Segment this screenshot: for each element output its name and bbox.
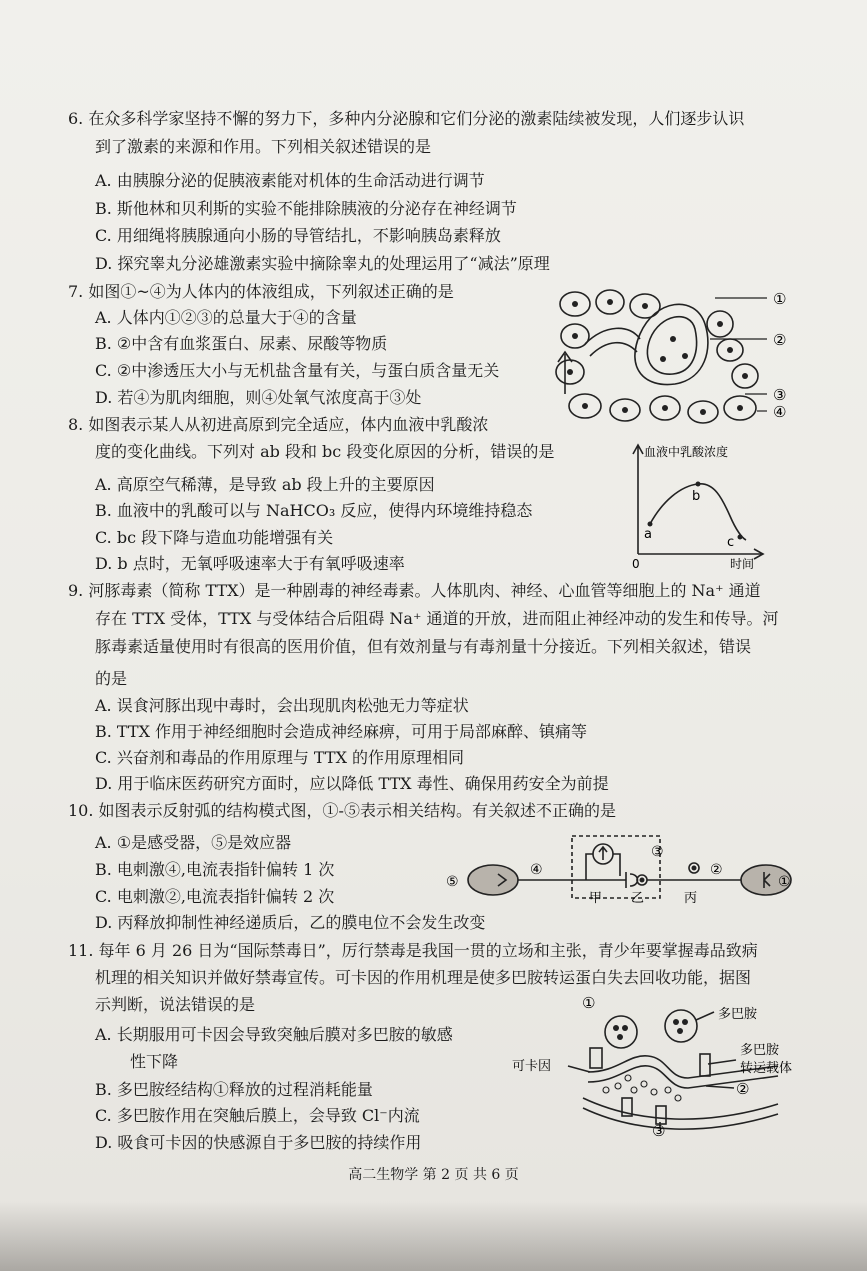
synapse-label-transporter-line1: 多巴胺 — [740, 1043, 780, 1058]
q6-stem-line1: 6. 在众多科学家坚持不懈的努力下，多种内分泌腺和它们分泌的激素陆续被发现，人们逐步认识 — [68, 109, 745, 128]
body-fluid-diagram — [545, 284, 815, 430]
synapse-label-2: ② — [736, 1080, 750, 1098]
graph-point-a: a — [644, 527, 652, 542]
q11-option-c: C. 多巴胺作用在突触后膜上，会导致 Cl⁻内流 — [95, 1106, 420, 1125]
q8-option-c: C. bc 段下降与造血功能增强有关 — [95, 528, 334, 547]
q7-option-d: D. 若④为肌肉细胞，则④处氧气浓度高于③处 — [95, 388, 422, 407]
synapse-label-dopamine: 多巴胺 — [718, 1007, 758, 1022]
page-footer: 高二生物学 第 2 页 共 6 页 — [348, 1167, 519, 1183]
fluid-label-4: ④ — [773, 403, 787, 421]
arc-label-4: ④ — [530, 862, 543, 878]
q9-stem-line3: 豚毒素适量使用时有很高的医用价值，但有效剂量与有毒剂量十分接近。下列相关叙述，错误 — [95, 637, 752, 656]
q8-option-d: D. b 点时，无氧呼吸速率大于有氧呼吸速率 — [95, 554, 405, 573]
arc-label-1: ① — [778, 874, 791, 890]
synapse-label-cocaine: 可卡因 — [512, 1059, 552, 1074]
q7-option-b: B. ②中含有血浆蛋白、尿素、尿酸等物质 — [95, 334, 388, 353]
graph-ylabel: 血液中乳酸浓度 — [644, 445, 729, 459]
q10-option-d: D. 丙释放抑制性神经递质后，乙的膜电位不会发生改变 — [95, 913, 486, 932]
q11-stem-line2: 机理的相关知识并做好禁毒宣传。可卡因的作用机理是使多巴胺转运蛋白失去回收功能，据图 — [95, 968, 752, 987]
arc-label-5: ⑤ — [446, 874, 459, 890]
fluid-label-3: ③ — [773, 386, 787, 404]
q6-stem-line2: 到了激素的来源和作用。下列相关叙述错误的是 — [95, 137, 432, 156]
fluid-label-2: ② — [773, 331, 787, 349]
graph-point-b: b — [692, 489, 701, 504]
q11-option-a-line2: 性下降 — [130, 1052, 179, 1071]
synapse-diagram — [508, 994, 808, 1138]
graph-point-c: c — [727, 535, 735, 550]
q6-option-c: C. 用细绳将胰腺通向小肠的导管结扎，不影响胰岛素释放 — [95, 226, 501, 245]
q7-option-c: C. ②中渗透压大小与无机盐含量有关，与蛋白质含量无关 — [95, 361, 500, 380]
fluid-label-1: ① — [773, 290, 787, 308]
arc-label-2: ② — [710, 862, 723, 878]
q11-option-b: B. 多巴胺经结构①释放的过程消耗能量 — [95, 1080, 373, 1099]
q10-option-a: A. ①是感受器，⑤是效应器 — [95, 833, 292, 852]
q7-option-a: A. 人体内①②③的总量大于④的含量 — [95, 308, 357, 327]
graph-xlabel: 时间 — [730, 557, 755, 571]
arc-label-3: ③ — [651, 844, 664, 860]
synapse-label-transporter-line2: 转运载体 — [740, 1061, 793, 1076]
q10-option-b: B. 电刺激④,电流表指针偏转 1 次 — [95, 860, 335, 879]
q8-stem-line2: 度的变化曲线。下列对 ab 段和 bc 段变化原因的分析，错误的是 — [95, 442, 555, 461]
arc-label-bing: 丙 — [684, 891, 698, 906]
q8-stem-line1: 8. 如图表示某人从初进高原到完全适应，体内血液中乳酸浓 — [68, 415, 489, 434]
q9-option-a: A. 误食河豚出现中毒时，会出现肌肉松弛无力等症状 — [95, 696, 469, 715]
q9-option-c: C. 兴奋剂和毒品的作用原理与 TTX 的作用原理相同 — [95, 748, 465, 767]
q9-stem-line4: 的是 — [95, 669, 128, 688]
q10-stem: 10. 如图表示反射弧的结构模式图，①-⑤表示相关结构。有关叙述不正确的是 — [68, 801, 616, 820]
reflex-arc-diagram — [448, 830, 798, 910]
q9-stem-line1: 9. 河豚毒素（简称 TTX）是一种剧毒的神经毒素。人体肌肉、神经、心血管等细胞上的 Na⁺ 通道 — [68, 581, 761, 600]
synapse-label-3: ③ — [652, 1122, 666, 1140]
q6-option-b: B. 斯他林和贝利斯的实验不能排除胰液的分泌存在神经调节 — [95, 199, 517, 218]
q11-stem-line1: 11. 每年 6 月 26 日为“国际禁毒日”，厉行禁毒是我国一贯的立场和主张，青少年要掌握毒品致病 — [68, 941, 758, 960]
lactic-acid-graph — [622, 442, 772, 574]
q7-stem: 7. 如图①~④为人体内的体液组成，下列叙述正确的是 — [68, 282, 454, 301]
graph-origin: 0 — [632, 557, 640, 571]
q10-option-c: C. 电刺激②,电流表指针偏转 2 次 — [95, 887, 335, 906]
q9-option-b: B. TTX 作用于神经细胞时会造成神经麻痹，可用于局部麻醉、镇痛等 — [95, 722, 588, 741]
synapse-label-1: ① — [582, 994, 596, 1012]
q8-option-b: B. 血液中的乳酸可以与 NaHCO₃ 反应，使得内环境维持稳态 — [95, 501, 533, 520]
q6-option-a: A. 由胰腺分泌的促胰液素能对机体的生命活动进行调节 — [95, 171, 485, 190]
q6-option-d: D. 探究睾丸分泌雄激素实验中摘除睾丸的处理运用了“减法”原理 — [95, 254, 550, 273]
q11-option-d: D. 吸食可卡因的快感源自于多巴胺的持续作用 — [95, 1133, 422, 1152]
q9-stem-line2: 存在 TTX 受体，TTX 与受体结合后阻碍 Na⁺ 通道的开放，进而阻止神经冲动的发生和传导。河 — [95, 609, 779, 628]
page-edge-shadow — [0, 1201, 867, 1271]
arc-label-yi: 乙 — [631, 891, 645, 906]
q11-option-a-line1: A. 长期服用可卡因会导致突触后膜对多巴胺的敏感 — [95, 1025, 453, 1044]
q9-option-d: D. 用于临床医药研究方面时，应以降低 TTX 毒性、确保用药安全为前提 — [95, 774, 609, 793]
q11-stem-line3: 示判断，说法错误的是 — [95, 995, 256, 1014]
arc-label-jia: 甲 — [589, 891, 603, 906]
q8-option-a: A. 高原空气稀薄，是导致 ab 段上升的主要原因 — [95, 475, 435, 494]
